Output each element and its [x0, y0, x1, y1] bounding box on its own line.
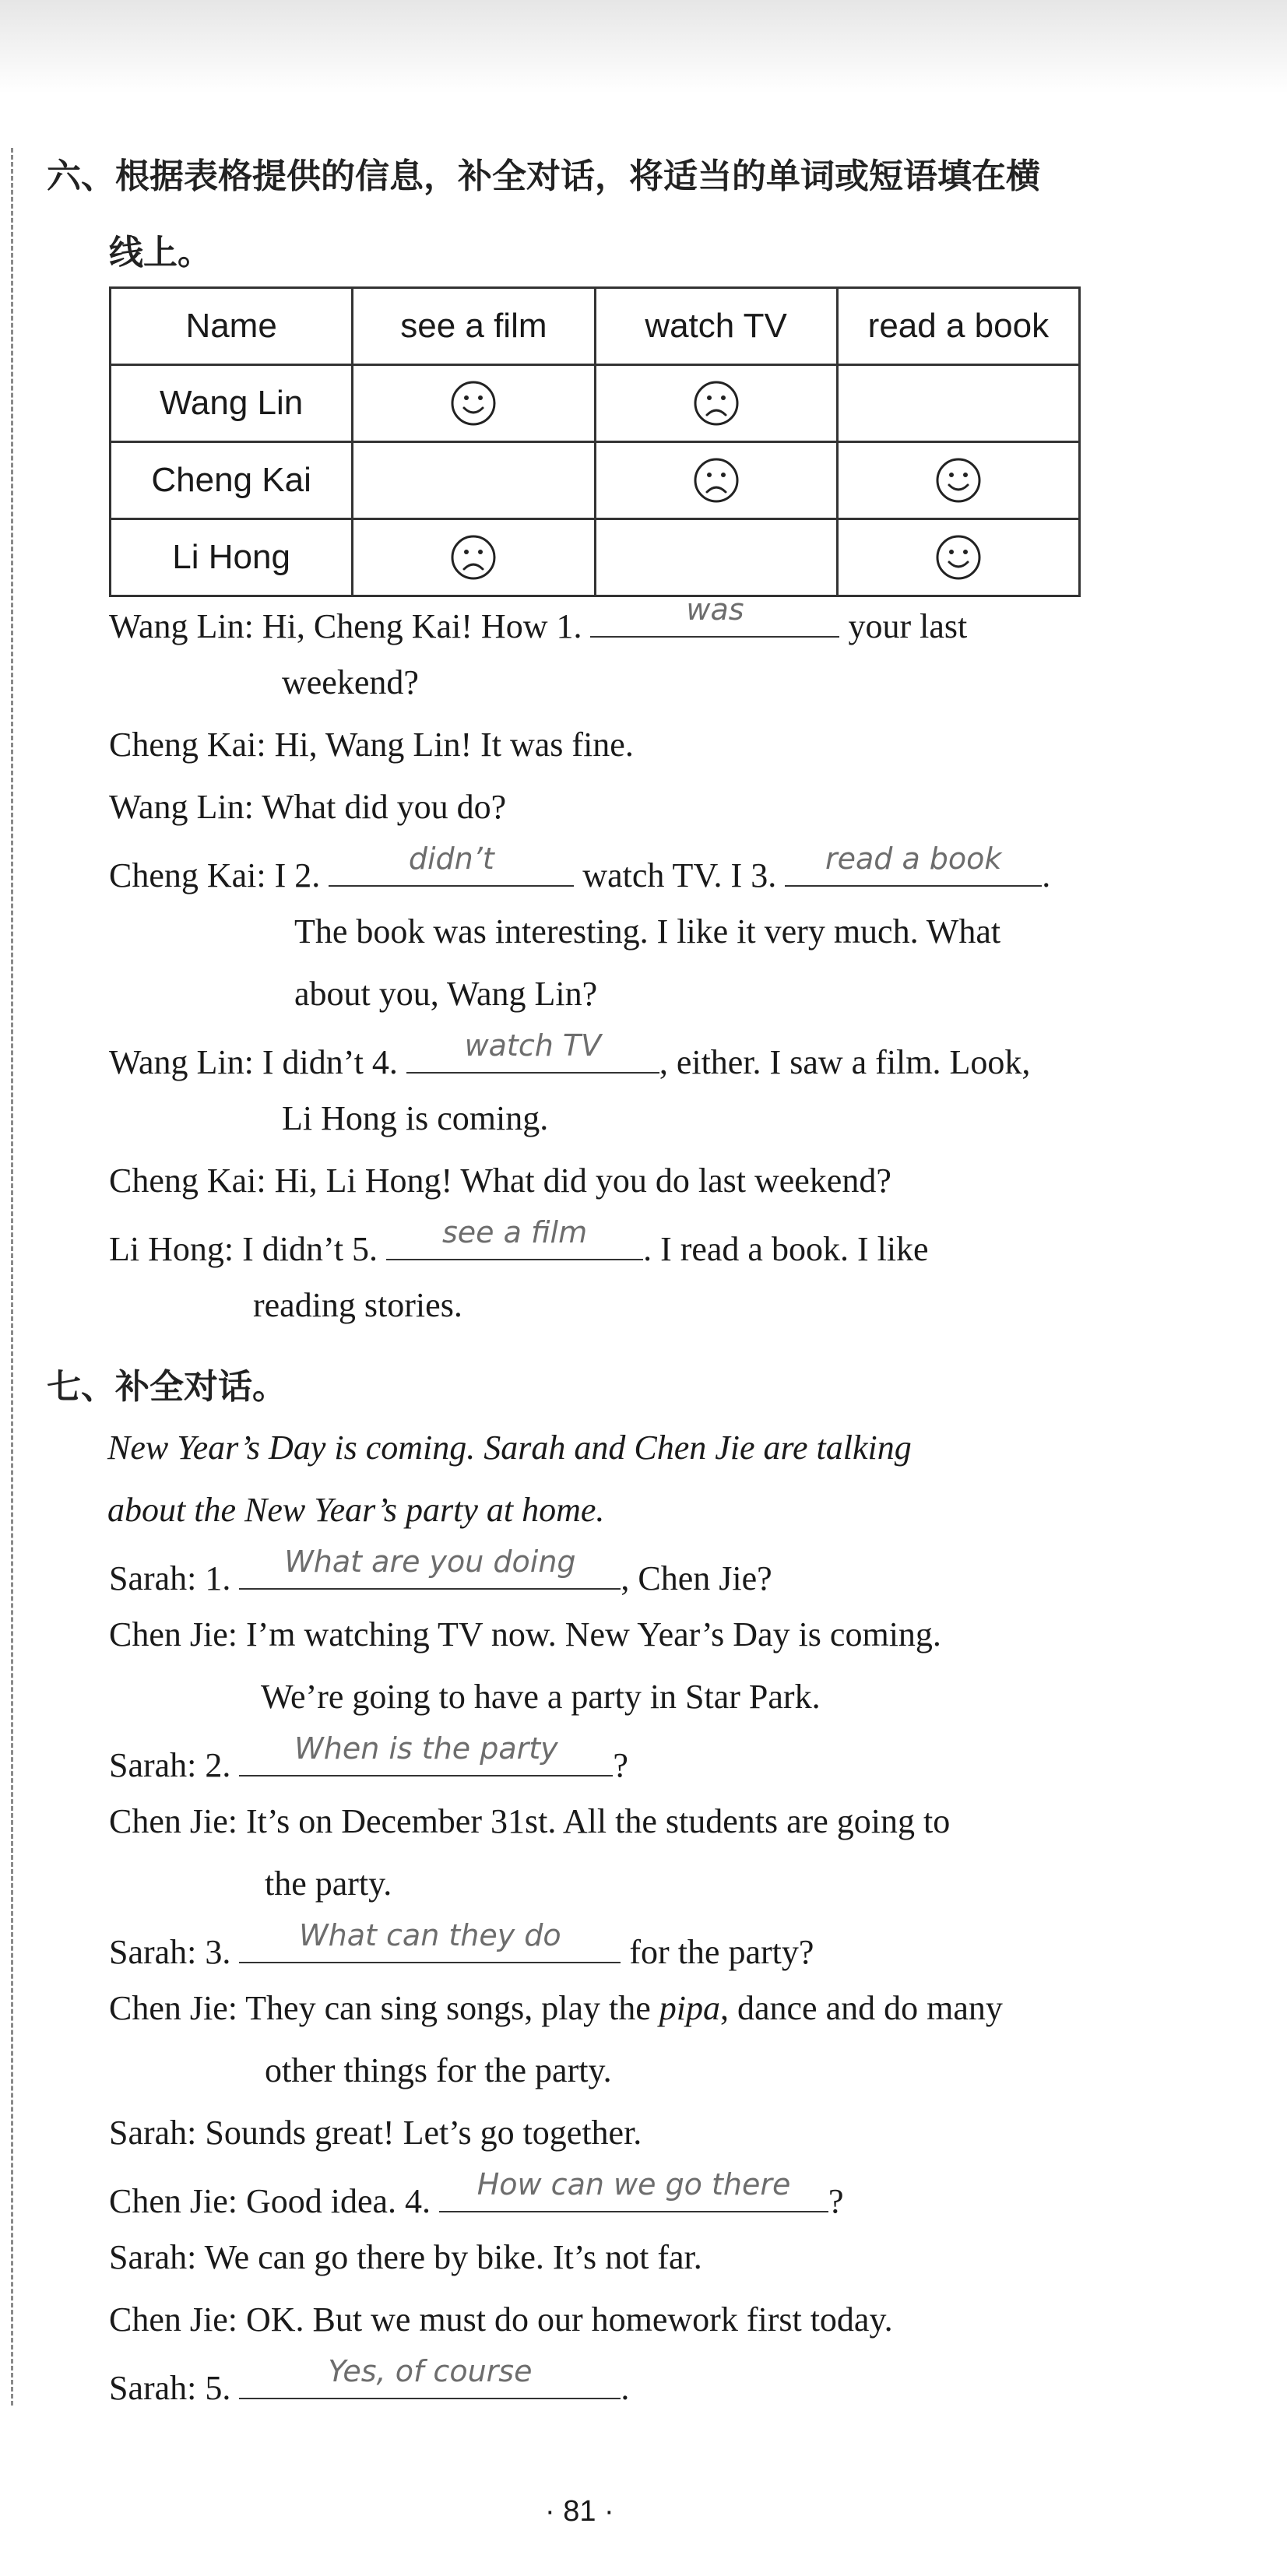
table-row [111, 519, 1080, 596]
answer-blank [386, 1215, 643, 1260]
smiley-face-icon [450, 380, 497, 427]
dialogue-line [109, 842, 1051, 899]
dialogue-line: Li Hong is coming. [282, 1099, 549, 1137]
table-header: Name [111, 288, 353, 365]
dialogue-text: your last [848, 607, 968, 645]
dialogue-line: The book was interesting. I like it very much. What [294, 912, 1001, 951]
row-name: Cheng Kai [111, 442, 353, 519]
answer-text: was [686, 592, 744, 627]
dialogue-line [109, 2354, 630, 2412]
dialogue-line [109, 1918, 814, 1976]
section7-title: 七、补全对话。 [47, 1367, 287, 1407]
dialogue-text: Sarah: 5. [109, 2369, 231, 2407]
table-cell [837, 519, 1079, 596]
answer-text: What can they do [299, 1918, 561, 1952]
dialogue-line: Chen Jie: I’m watching TV now. New Year’s Day is coming. [109, 1615, 941, 1653]
answer-blank [239, 2354, 621, 2399]
dialogue-text: . [621, 2369, 630, 2407]
answer-blank [785, 842, 1042, 887]
dialogue-text: , either. I saw a film. Look, [659, 1043, 1031, 1081]
section7-intro-line2: about the New Year’s party at home. [107, 1491, 605, 1529]
info-table [109, 286, 1081, 597]
dialogue-line [109, 1545, 772, 1602]
answer-text: When is the party [294, 1731, 558, 1766]
table-header: see a film [353, 288, 595, 365]
dialogue-line: other things for the party. [265, 2051, 612, 2089]
frowny-face-icon [693, 380, 740, 427]
dialogue-text: , Chen Jie? [621, 1559, 772, 1597]
dialogue-text: Wang Lin: I didn’t 4. [109, 1043, 398, 1081]
dialogue-text: Li Hong: I didn’t 5. [109, 1230, 378, 1268]
dialogue-text: . I read a book. I like [643, 1230, 929, 1268]
table-cell [353, 365, 595, 442]
dialogue-text: Sarah: 2. [109, 1746, 231, 1784]
row-name: Li Hong [111, 519, 353, 596]
dialogue-line: Sarah: We can go there by bike. It’s not far. [109, 2238, 702, 2276]
dialogue-line [109, 1731, 628, 1789]
dialogue-text: . [1042, 856, 1051, 894]
answer-text: didn’t [408, 842, 494, 876]
table-cell [595, 365, 837, 442]
frowny-face-icon [450, 534, 497, 581]
row-name: Wang Lin [111, 365, 353, 442]
answer-blank [439, 2167, 828, 2212]
answer-blank [329, 842, 574, 887]
dialogue-line [109, 2167, 844, 2225]
dialogue-line: about you, Wang Lin? [294, 975, 598, 1013]
section7-intro-line1: New Year’s Day is coming. Sarah and Chen Jie are talking [107, 1429, 912, 1467]
answer-blank [239, 1545, 621, 1590]
table-cell [837, 365, 1079, 442]
answer-text: How can we go there [476, 2167, 791, 2202]
dialogue-line: We’re going to have a party in Star Park. [261, 1678, 821, 1716]
frowny-face-icon [693, 457, 740, 504]
dialogue-line: the party. [265, 1864, 392, 1903]
smiley-face-icon [935, 457, 982, 504]
table-header: read a book [837, 288, 1079, 365]
dialogue-text: watch TV. I 3. [582, 856, 777, 894]
answer-text: read a book [825, 842, 1002, 876]
dialogue-text: Wang Lin: Hi, Cheng Kai! How 1. [109, 607, 582, 645]
dialogue-line: reading stories. [253, 1286, 462, 1324]
dialogue-line [109, 592, 968, 650]
scan-shadow [0, 0, 1287, 93]
table-row [111, 365, 1080, 442]
dialogue-line [109, 1985, 1003, 2032]
dialogue-line: weekend? [282, 663, 419, 701]
dialogue-text: Sarah: 1. [109, 1559, 231, 1597]
table-row [111, 442, 1080, 519]
answer-blank [239, 1918, 621, 1963]
dialogue-text: , dance and do many [719, 1989, 1003, 2027]
dialogue-text: Chen Jie: Good idea. 4. [109, 2182, 431, 2220]
smiley-face-icon [935, 534, 982, 581]
dialogue-text: for the party? [629, 1933, 814, 1971]
dialogue-line [109, 1028, 1031, 1086]
dialogue-line: Cheng Kai: Hi, Wang Lin! It was fine. [109, 726, 634, 764]
binding-dashed-line [11, 148, 13, 2406]
section6-title-line1: 六、根据表格提供的信息，补全对话，将适当的单词或短语填在横 [47, 156, 1040, 196]
answer-text: What are you doing [284, 1545, 576, 1579]
section6-title-line2: 线上。 [109, 233, 212, 272]
table-cell [353, 519, 595, 596]
answer-blank [406, 1028, 659, 1074]
answer-text: watch TV [464, 1028, 602, 1063]
table-header-row [111, 288, 1080, 365]
table-header: watch TV [595, 288, 837, 365]
dialogue-text: ? [613, 1746, 628, 1784]
dialogue-line [109, 1215, 929, 1273]
dialogue-text: Sarah: 3. [109, 1933, 231, 1971]
table-cell [837, 442, 1079, 519]
dialogue-text: Chen Jie: They can sing songs, play the [109, 1989, 651, 2027]
answer-text: see a film [442, 1215, 588, 1249]
dialogue-line: Sarah: Sounds great! Let’s go together. [109, 2114, 642, 2152]
dialogue-text-italic: pipa [659, 1989, 720, 2027]
table-cell [353, 442, 595, 519]
answer-text: Yes, of course [328, 2354, 533, 2388]
dialogue-line: Wang Lin: What did you do? [109, 788, 507, 826]
dialogue-line: Chen Jie: It’s on December 31st. All the students are going to [109, 1802, 951, 1840]
page-number: · 81 · [545, 2495, 614, 2528]
answer-blank [239, 1731, 613, 1776]
dialogue-text: ? [828, 2182, 844, 2220]
table-cell [595, 442, 837, 519]
dialogue-text: Cheng Kai: I 2. [109, 856, 321, 894]
answer-blank [590, 592, 839, 638]
dialogue-line: Cheng Kai: Hi, Li Hong! What did you do last weekend? [109, 1161, 891, 1200]
dialogue-line: Chen Jie: OK. But we must do our homework first today. [109, 2300, 893, 2339]
table-cell [595, 519, 837, 596]
